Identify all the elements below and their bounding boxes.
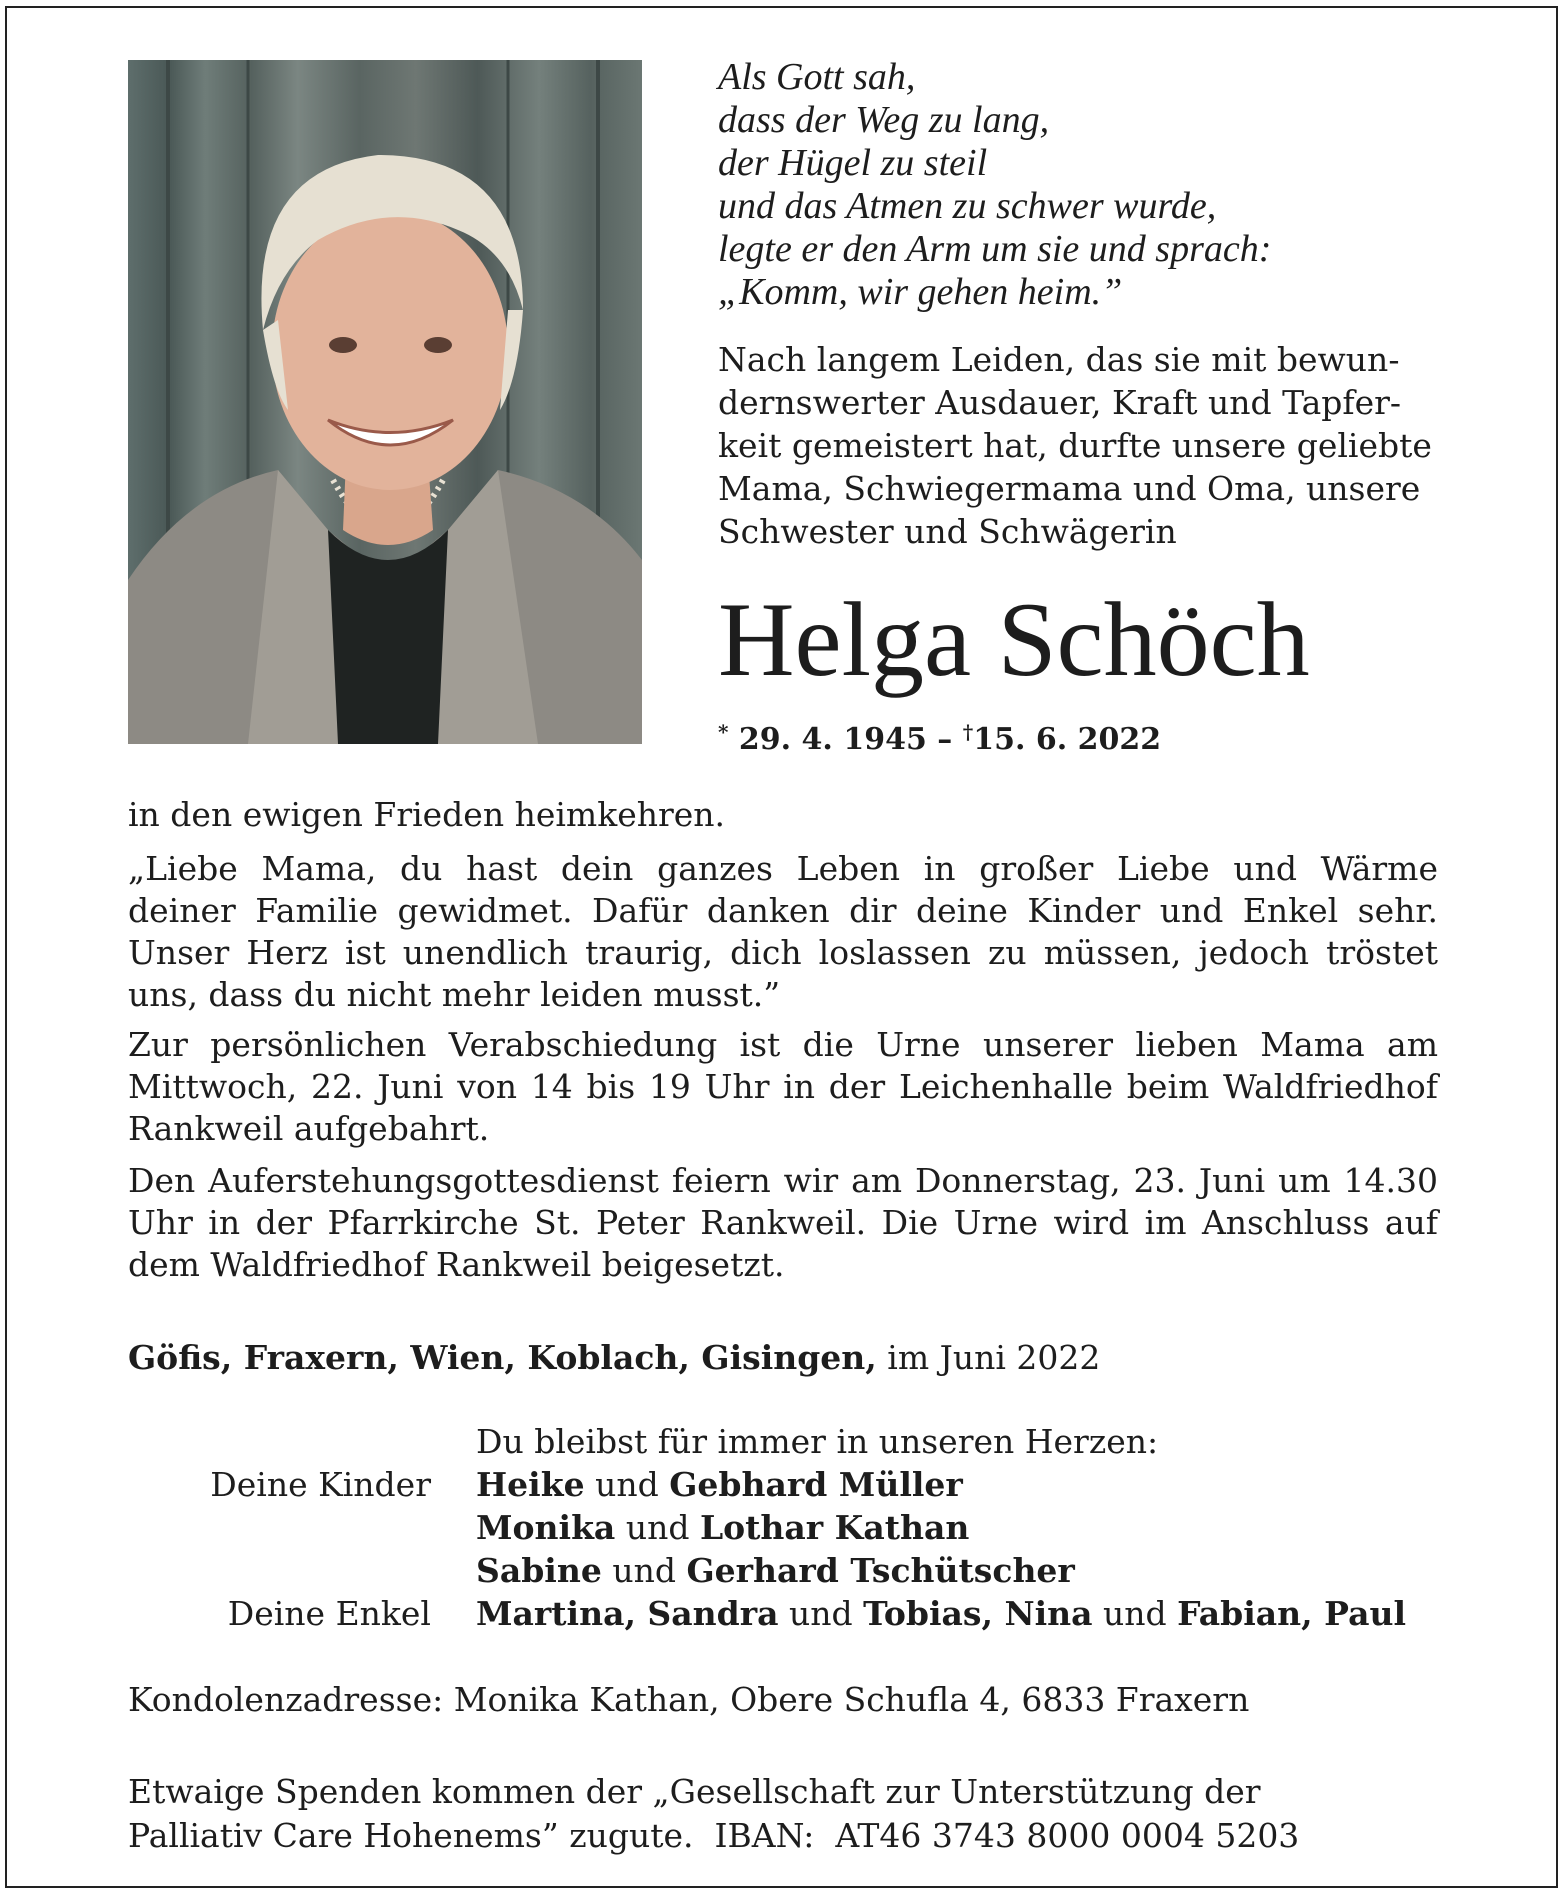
places-line	[128, 1336, 1100, 1380]
date-separator: –	[937, 722, 953, 757]
children-line	[476, 1549, 1075, 1592]
places-date: im Juni 2022	[887, 1338, 1101, 1377]
quote-line: uns, dass du nicht mehr leiden musst.”	[128, 975, 781, 1014]
places-names: Göfis, Fraxern, Wien, Koblach, Gisingen,	[128, 1338, 877, 1377]
service-paragraph	[128, 1160, 1438, 1286]
children-line	[476, 1506, 969, 1549]
poem-line: und das Atmen zu schwer wurde,	[718, 185, 1217, 227]
birth-symbol: *	[718, 720, 729, 744]
family-block	[128, 1420, 1438, 1635]
quote-line: „Liebe Mama, du hast dein ganzes Leben in großer Liebe und Wärme	[128, 849, 1438, 888]
grandchild-names: Tobias, Nina	[863, 1594, 1093, 1633]
poem-line: dass der Weg zu lang,	[718, 99, 1050, 141]
life-dates	[718, 710, 1161, 762]
partner-name: Gebhard Müller	[669, 1465, 963, 1504]
farewell-line: Rankweil aufgebahrt.	[128, 1109, 490, 1148]
poem-line: „Komm, wir gehen heim.”	[718, 271, 1123, 313]
child-name: Monika	[476, 1508, 616, 1547]
return-text	[128, 794, 1438, 836]
service-line: Den Auferstehungsgottesdienst feiern wir am Donnerstag, 23. Juni um 14.30	[128, 1161, 1438, 1200]
return-line: in den ewigen Frieden heimkehren.	[128, 795, 726, 834]
service-line: dem Waldfriedhof Rankweil beigesetzt.	[128, 1245, 785, 1284]
quote-line: deiner Familie gewidmet. Dafür danken dir deine Kinder und Enkel sehr.	[128, 891, 1438, 930]
child-name: Sabine	[476, 1551, 602, 1590]
partner-name: Gerhard Tschütscher	[686, 1551, 1075, 1590]
intro-line: keit gemeistert hat, durfte unsere geliebte	[718, 426, 1432, 465]
intro-line: Schwester und Schwägerin	[718, 512, 1177, 551]
farewell-line: Mittwoch, 22. Juni von 14 bis 19 Uhr in der Leichenhalle beim Waldfriedhof	[128, 1067, 1438, 1106]
conjunction: und	[1103, 1594, 1167, 1633]
donation-note	[128, 1770, 1299, 1858]
intro-line: Nach langem Leiden, das sie mit bewun-	[718, 340, 1400, 379]
poem-line: Als Gott sah,	[718, 56, 916, 98]
quote-line: Unser Herz ist unendlich traurig, dich loslassen zu müssen, jedoch tröstet	[128, 933, 1438, 972]
death-symbol: †	[962, 720, 974, 744]
poem-line: legte er den Arm um sie und sprach:	[718, 228, 1272, 270]
children-label: Deine Kinder	[210, 1465, 431, 1504]
birth-date: 29. 4. 1945	[738, 722, 927, 757]
grandchild-names: Martina, Sandra	[476, 1594, 779, 1633]
intro-text	[718, 338, 1438, 553]
conjunction: und	[595, 1465, 659, 1504]
condolence-address: Kondolenzadresse: Monika Kathan, Obere Schufla 4, 6833 Fraxern	[128, 1680, 1250, 1719]
children-line	[476, 1463, 963, 1506]
grandchildren-line	[476, 1592, 1406, 1635]
farewell-line: Zur persönlichen Verabschiedung ist die Urne unserer lieben Mama am	[128, 1025, 1438, 1064]
conjunction: und	[788, 1594, 853, 1633]
grandchildren-label: Deine Enkel	[227, 1594, 431, 1633]
portrait-illustration	[128, 60, 642, 744]
family-heading: Du bleibst für immer in unseren Herzen:	[476, 1422, 1159, 1461]
quote-paragraph	[128, 848, 1438, 1016]
poem-line: der Hügel zu steil	[718, 142, 988, 184]
farewell-paragraph	[128, 1024, 1438, 1150]
deceased-name: Helga Schöch	[718, 581, 1310, 698]
conjunction: und	[612, 1551, 676, 1590]
poem	[718, 56, 1518, 314]
portrait-photo	[128, 60, 642, 744]
grandchild-names: Fabian, Paul	[1177, 1594, 1406, 1633]
intro-line: Mama, Schwiegermama und Oma, unsere	[718, 469, 1421, 508]
child-name: Heike	[476, 1465, 585, 1504]
partner-name: Lothar Kathan	[699, 1508, 970, 1547]
intro-line: dernswerter Ausdauer, Kraft und Tapfer-	[718, 383, 1402, 422]
service-line: Uhr in der Pfarrkirche St. Peter Rankweil. Die Urne wird im Anschluss auf	[128, 1203, 1438, 1242]
conjunction: und	[625, 1508, 690, 1547]
death-date: 15. 6. 2022	[973, 722, 1162, 757]
donation-line: Etwaige Spenden kommen der „Gesellschaft zur Unterstützung der	[128, 1772, 1261, 1811]
donation-line: Palliativ Care Hohenems” zugute. IBAN: AT46 3743 8000 0004 5203	[128, 1816, 1300, 1855]
